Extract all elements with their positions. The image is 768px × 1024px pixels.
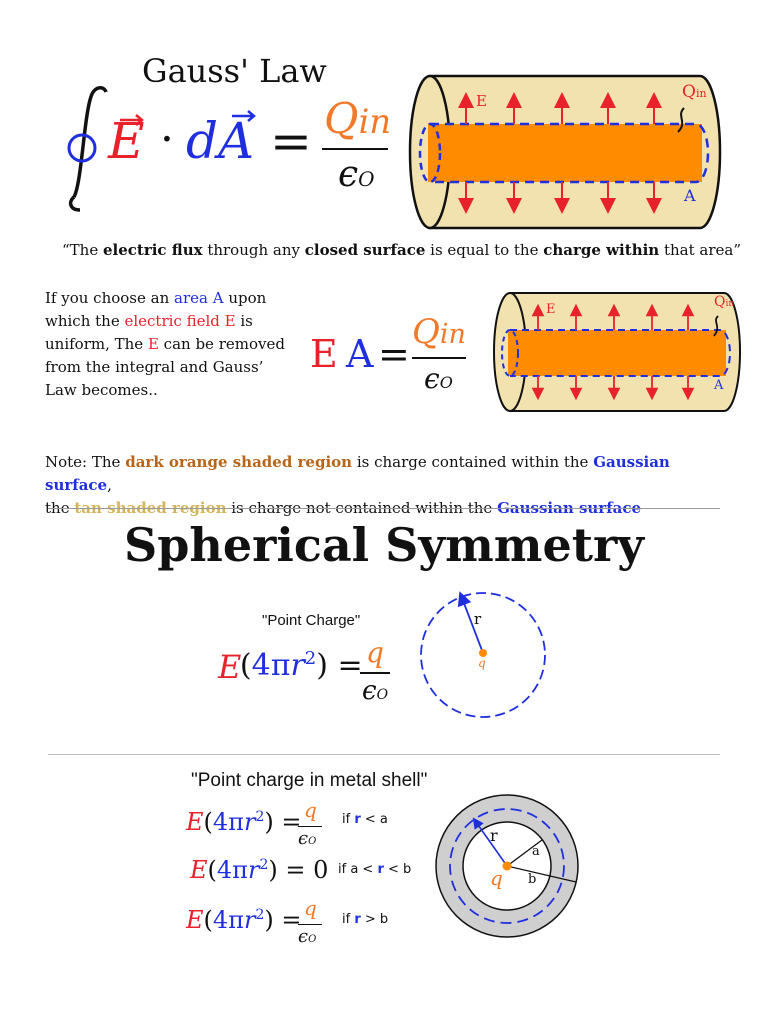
gauss-cylinder-svg (408, 72, 722, 232)
quote-text: that area” (659, 241, 741, 259)
eq-Q: Q (324, 94, 359, 143)
note-text: Note: The (45, 453, 126, 471)
note-text: , (107, 476, 112, 494)
pc-sq: 2 (304, 648, 317, 669)
note-text: is charge contained within the (352, 453, 594, 471)
ueq-Q: Q (412, 312, 440, 352)
shell-a-label: a (532, 844, 540, 859)
note-dark-orange: dark orange shaded region (125, 453, 353, 471)
row3-num: q (304, 896, 317, 920)
pc-paren-open: ( (239, 648, 252, 683)
uniform-text: upon which the (45, 289, 267, 330)
charge-region (428, 124, 702, 182)
quote-text: through any (202, 241, 305, 259)
eq-E: E (108, 112, 145, 170)
pc-r: r (290, 648, 305, 683)
spherical-title: Spherical Symmetry (124, 518, 644, 572)
cyl-E-label: E (476, 92, 487, 110)
point-charge-equation (218, 636, 408, 716)
uniform-field: electric field E (124, 312, 236, 330)
gauss-equation (52, 82, 392, 216)
shell-row-2 (190, 856, 430, 890)
ueq-o: O (439, 373, 453, 392)
eq-fraction-bar (322, 148, 388, 150)
cyl-in: in (695, 87, 707, 100)
row2-lhs: $E(4\pi r^2) = 0$ (190, 856, 329, 884)
section-divider (48, 508, 720, 509)
q-label: q (478, 656, 486, 670)
shell-svg (434, 794, 584, 944)
eq-dA: dA (186, 112, 255, 170)
point-charge-diagram (418, 590, 550, 722)
gauss-quote (62, 241, 741, 259)
cyl-Q-label (682, 82, 707, 102)
note-text: the (45, 499, 75, 517)
charge-region (508, 330, 726, 376)
note-text: is charge not contained within the (226, 499, 498, 517)
quote-within: charge within (543, 241, 660, 259)
note-gaussian: Gaussian surface (497, 499, 642, 517)
point-charge-label: "Point Charge" (262, 612, 361, 629)
pc-close: ) = (316, 648, 363, 683)
row3-lhs: $E(4\pi r^2)$ = (186, 906, 302, 934)
cyl-A-label: A (684, 186, 696, 205)
pc-E: E (218, 648, 242, 686)
row1-cond: if r < a (342, 812, 388, 827)
shell-r-label: r (490, 826, 498, 845)
eq-epsilon (338, 154, 375, 195)
eq-eps: ϵ (338, 154, 359, 195)
ueq-equals: = (378, 332, 410, 376)
uniform-equation (308, 310, 478, 410)
shell-b-label: b (528, 872, 537, 887)
row3-sq: 2 (255, 907, 265, 923)
note-gaussian: Gaussian surface (45, 453, 670, 494)
shell-row-1 (186, 800, 426, 852)
eq-o: O (358, 167, 375, 191)
quote-text: “The (62, 241, 103, 259)
ueq-in: in (439, 319, 466, 350)
row1-den: ϵO (298, 828, 317, 849)
cyl-Q: Q (682, 82, 696, 102)
gauss-title: Gauss' Law (142, 52, 327, 90)
row3-bar (298, 924, 322, 925)
eq-equals: = (270, 112, 312, 170)
row1-bar (298, 826, 322, 827)
gauss-cylinder (408, 72, 722, 232)
cyl-Q-label (714, 294, 734, 310)
row1-lhs: $E(4\pi r^2)$ = (186, 808, 302, 836)
row2-sq: 2 (259, 857, 269, 873)
ueq-E: E (310, 332, 338, 376)
pc-eps: ϵ (362, 676, 377, 706)
shell-title: "Point charge in metal shell" (191, 770, 428, 791)
uniform-area: area A (174, 289, 224, 307)
integral-sign (71, 88, 106, 210)
quote-closed: closed surface (304, 241, 426, 259)
cyl-A-label: A (714, 378, 724, 393)
pc-o: O (376, 687, 389, 703)
note-paragraph (45, 451, 735, 520)
row2-cond: if a < r < b (338, 862, 412, 877)
section-divider (48, 754, 720, 755)
cyl-in: in (725, 299, 735, 309)
uniform-text: If you choose an (45, 289, 175, 307)
quote-flux: electric flux (102, 241, 203, 259)
uniform-text: can be removed from the integral and Gauss’ Law becomes.. (45, 335, 285, 399)
eq-dot: · (160, 114, 174, 165)
pc-fraction-bar (360, 672, 390, 674)
shell-row-3 (186, 898, 426, 950)
shell-equations (186, 800, 426, 960)
r-label: r (474, 610, 482, 628)
ueq-epsilon (424, 362, 453, 395)
shell-diagram (434, 794, 584, 944)
pc-q: q (366, 636, 384, 669)
uniform-text: is uniform, The (45, 312, 253, 353)
row1-sq: 2 (255, 809, 265, 825)
uniform-cylinder-svg (492, 290, 742, 414)
eq-in: in (358, 102, 392, 142)
shell-q-label: q (490, 866, 503, 890)
point-charge-dot (503, 862, 512, 871)
pc-4pi: 4π (251, 648, 291, 683)
uniform-cylinder (492, 290, 742, 414)
ueq-fraction-bar (412, 357, 466, 359)
row3-den: ϵO (298, 926, 317, 947)
eq-Qin (324, 94, 391, 143)
cyl-E-label: E (546, 302, 556, 317)
ueq-A: A (346, 332, 374, 376)
cyl-Q: Q (714, 294, 726, 310)
row3-cond: if r > b (342, 912, 389, 927)
uniform-paragraph (45, 287, 293, 402)
row1-num: q (304, 798, 317, 822)
note-tan: tan shaded region (74, 499, 227, 517)
pc-epsilon (362, 676, 388, 706)
quote-text: is equal to the (425, 241, 544, 259)
ueq-Qin (412, 312, 466, 352)
pc-lhs-visible (218, 648, 363, 683)
ueq-eps: ϵ (424, 362, 440, 395)
uniform-E: E (147, 335, 159, 353)
